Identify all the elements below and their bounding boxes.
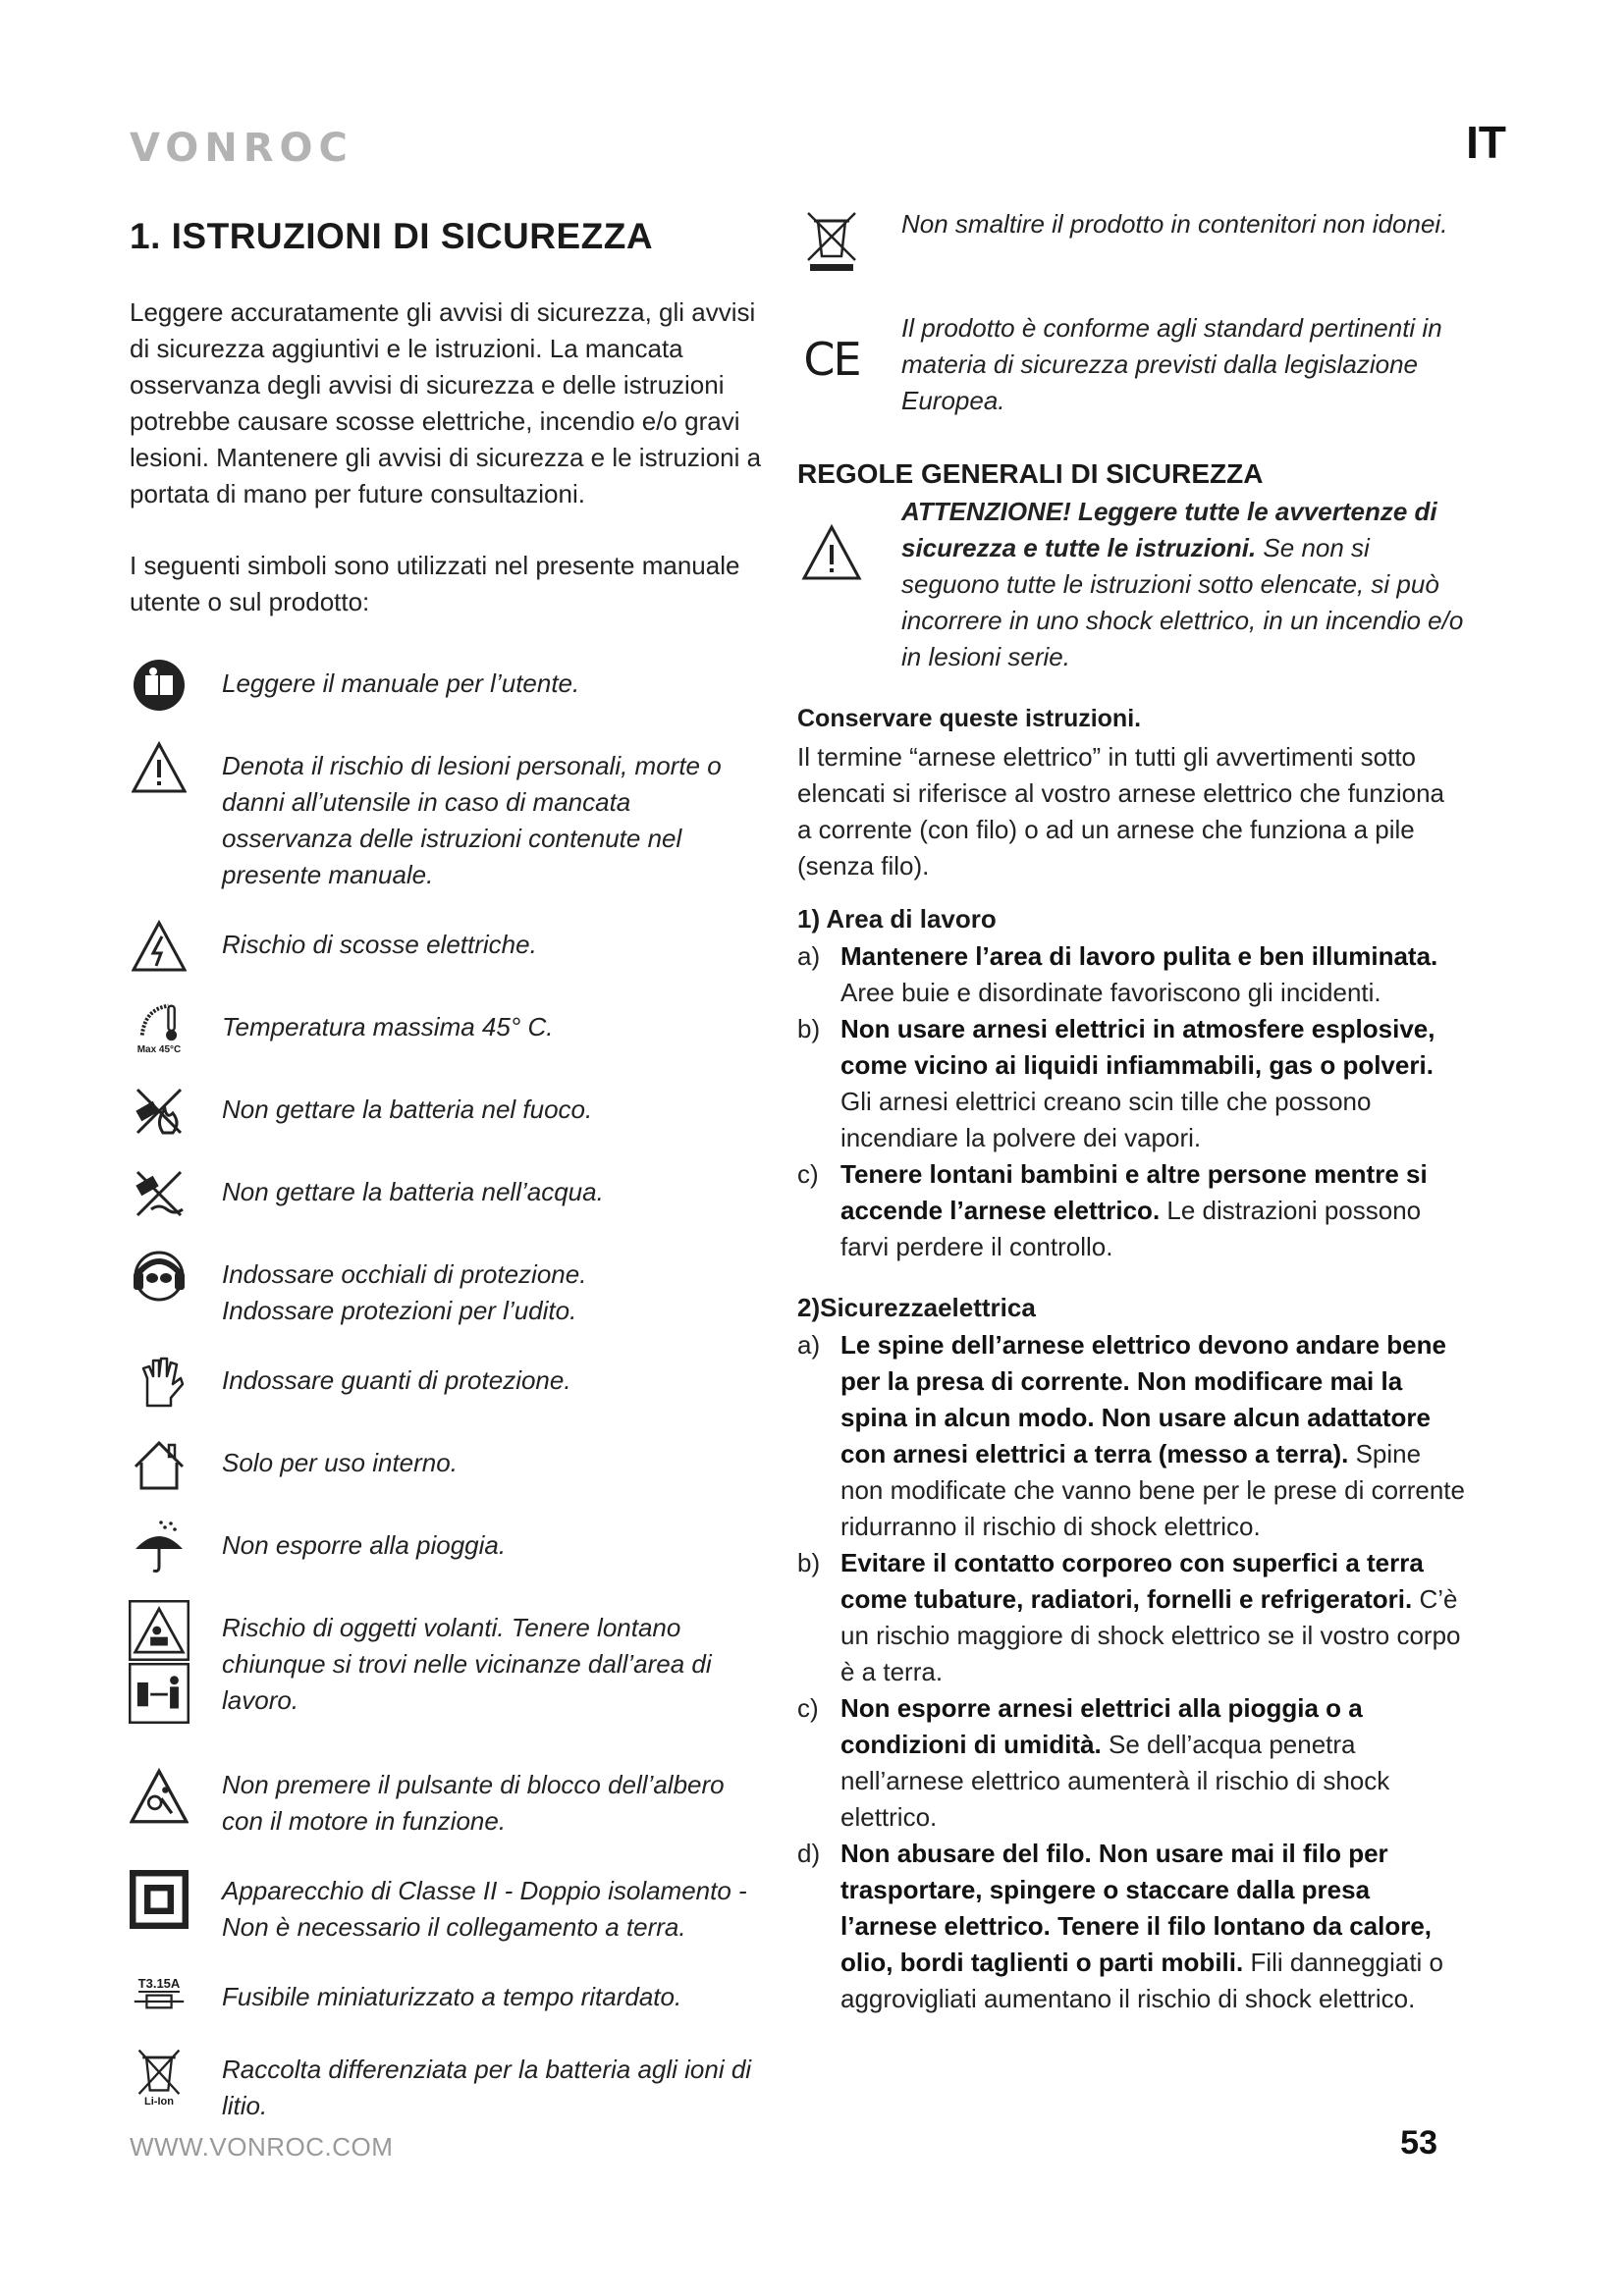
right-column (797, 206, 1465, 2017)
symbol-text: Solo per uso interno. (222, 1448, 458, 1477)
warning-rest: Se non si seguono tutte le istruzioni sotto elencate, si può incorrere in uno shock elettrico, in un incendio e/o in lesioni serie. (901, 533, 1464, 671)
li-ion-icon-label: Li-Ion (144, 2096, 174, 2108)
symbol-row (130, 656, 768, 715)
symbol-row (130, 999, 768, 1058)
symbol-text: Non premere il pulsante di blocco dell’albero con il motore in funzione. (222, 1770, 725, 1836)
flying-objects-icon (130, 1600, 189, 1728)
list-item (797, 1690, 1465, 1836)
warning-icon (130, 738, 189, 797)
footer-url[interactable]: WWW.VONROC.COM (130, 2132, 394, 2162)
list-letter: a) (797, 941, 821, 971)
symbol-row (130, 2042, 768, 2124)
list-bold: Mantenere l’area di lavoro pulita e ben illuminata. (840, 941, 1438, 971)
list-rest: Se dell’acqua penetra nell’arnese elettrico aumenterà il rischio di shock elettrico. (840, 1730, 1390, 1832)
bin-text: Non smaltire il prodotto in contenitori non idonei. (901, 209, 1448, 239)
list-item (797, 938, 1465, 1011)
house-icon (130, 1435, 189, 1494)
list-item (797, 1156, 1465, 1265)
section-title: 1. ISTRUZIONI DI SICUREZZA (130, 216, 654, 256)
shock-icon (130, 917, 189, 976)
list-item (797, 1545, 1465, 1690)
warning-icon (797, 494, 866, 612)
fuse-icon-label: T3.15A (137, 1976, 181, 1991)
manual-icon (130, 656, 189, 715)
goggles-earmuffs-icon (130, 1247, 189, 1306)
symbol-row (130, 738, 768, 893)
list-rest: C’è un rischio maggiore di shock elettrico se il vostro corpo è a terra. (840, 1584, 1461, 1686)
no-water-icon (130, 1164, 189, 1223)
symbol-row (130, 1164, 768, 1223)
symbol-row (130, 1435, 768, 1494)
list-item (797, 1327, 1465, 1545)
list-letter: c) (797, 1693, 819, 1723)
general-rules-heading: REGOLE GENERALI DI SICUREZZA (797, 458, 1264, 489)
symbol-text: Denota il rischio di lesioni personali, morte o danni all’utensile in caso di mancata osservanza delle istruzioni contenute nel presente manuale. (222, 751, 722, 889)
left-column (130, 206, 768, 2148)
list-bold: Evitare il contatto corporeo con superfici a terra come tubature, radiatori, fornelli e refrigeratori. (840, 1548, 1424, 1614)
list-letter: c) (797, 1159, 819, 1189)
symbol-text: Indossare guanti di protezione. (222, 1365, 571, 1395)
symbols-intro: I seguenti simboli sono utilizzati nel presente manuale utente o sul prodotto: (130, 551, 740, 616)
list-letter: a) (797, 1330, 821, 1360)
ce-mark-label: CE (803, 333, 860, 386)
symbol-text: Fusibile miniaturizzato a tempo ritardato. (222, 1982, 682, 2011)
electrical-safety-heading: 2)Sicurezzaelettrica (797, 1293, 1036, 1322)
ce-mark-icon (797, 310, 866, 408)
gloves-icon (130, 1353, 189, 1412)
list-rest: Aree buie e disordinate favoriscono gli incidenti. (840, 978, 1381, 1007)
list-bold: Tenere lontani bambini e altre persone mentre si accende l’arnese elettrico. (840, 1159, 1428, 1225)
list-letter: b) (797, 1548, 821, 1577)
symbol-text: Non gettare la batteria nel fuoco. (222, 1095, 593, 1124)
keep-instructions-paragraph: Il termine “arnese elettrico” in tutti gli avvertimenti sotto elencati si riferisce al vostro arnese elettrico che funziona a corrente (con filo) o ad un arnese che funziona a pile (senza filo). (797, 742, 1444, 881)
warning-text (901, 494, 1465, 675)
brand-logo: VONROC (130, 126, 353, 171)
fuse-icon (130, 1969, 189, 2018)
language-code: IT (1466, 117, 1506, 168)
keep-instructions-heading: Conservare queste istruzioni. (797, 705, 1142, 732)
list-item (797, 1836, 1465, 2017)
crossed-bin-icon (797, 206, 866, 275)
symbol-row (130, 1082, 768, 1141)
umbrella-icon (130, 1518, 189, 1576)
symbol-text: Apparecchio di Classe II - Doppio isolamento - Non è necessario il collegamento a terra. (222, 1876, 747, 1942)
list-item (797, 1011, 1465, 1156)
intro-paragraph: Leggere accuratamente gli avvisi di sicurezza, gli avvisi di sicurezza aggiuntivi e le istruzioni. La mancata osservanza degli avvisi di sicurezza e delle istruzioni potrebbe causare scosse elettriche, incendio e/o gravi lesioni. Mantenere gli avvisi di sicurezza e le istruzioni a portata di mano per future consultazioni. (130, 297, 762, 508)
ce-text: Il prodotto è conforme agli standard pertinenti in materia di sicurezza previsti dalla legislazione Europea. (901, 313, 1442, 415)
spindle-lock-icon (130, 1757, 189, 1836)
list-rest: Le distrazioni possono farvi perdere il controllo. (840, 1196, 1422, 1261)
symbol-row (130, 1600, 768, 1728)
symbol-text: Indossare occhiali di protezione. (222, 1259, 587, 1289)
temperature-icon-label: Max 45°C (136, 1044, 182, 1055)
symbol-row (130, 1757, 768, 1840)
keep-distance-icon (129, 1663, 189, 1724)
symbol-row (797, 206, 1465, 275)
list-bold: Non abusare del filo. Non usare mai il filo per trasportare, spingere o staccare dalla presa l’arnese elettrico. Tenere il filo lontano da calore, olio, bordi taglienti o parti mobili. (840, 1839, 1433, 1977)
temperature-icon (130, 999, 189, 1058)
symbol-row (130, 1863, 768, 1946)
symbol-text: Non gettare la batteria nell’acqua. (222, 1177, 604, 1206)
warning-block (797, 494, 1465, 675)
li-ion-bin-icon (130, 2042, 189, 2110)
work-area-heading: 1) Area di lavoro (797, 904, 997, 934)
warning-bold: ATTENZIONE! Leggere tutte le avvertenze di sicurezza e tutte le istruzioni. (901, 497, 1437, 562)
symbol-row (130, 917, 768, 976)
symbol-text: Leggere il manuale per l’utente. (222, 668, 580, 698)
symbol-row (797, 310, 1465, 419)
symbol-row (130, 1247, 768, 1329)
no-fire-icon (130, 1082, 189, 1141)
page-number: 53 (1400, 2124, 1437, 2162)
symbol-row (130, 1353, 768, 1412)
list-rest: Fili danneggiati o aggrovigliati aumentano il rischio di shock elettrico. (840, 1948, 1444, 2013)
list-bold: Non esporre arnesi elettrici alla pioggia o a condizioni di umidità. (840, 1693, 1363, 1759)
list-letter: d) (797, 1839, 821, 1868)
symbol-text: Indossare protezioni per l’udito. (222, 1296, 577, 1325)
double-insulation-icon (130, 1863, 189, 1936)
symbol-text: Non esporre alla pioggia. (222, 1530, 507, 1560)
list-rest: Gli arnesi elettrici creano scin tille che possono incendiare la polvere dei vapori. (840, 1087, 1372, 1152)
list-bold: Non usare arnesi elettrici in atmosfere esplosive, come vicino ai liquidi infiammabili, gas o polveri. (840, 1014, 1435, 1080)
symbol-row (130, 1518, 768, 1576)
list-letter: b) (797, 1014, 821, 1043)
list-rest: Spine non modificate che vanno bene per le prese di corrente ridurranno il rischio di shock elettrico. (840, 1439, 1465, 1541)
symbol-text: Rischio di oggetti volanti. Tenere lontano chiunque si trovi nelle vicinanze dall’area di lavoro. (222, 1613, 712, 1715)
symbol-row (130, 1969, 768, 2018)
list-bold: Le spine dell’arnese elettrico devono andare bene per la presa di corrente. Non modificare mai la spina in alcun modo. Non usare alcun adattatore con arnesi elettrici a terra (messo a terra). (840, 1330, 1446, 1468)
symbol-text: Raccolta differenziata per la batteria agli ioni di litio. (222, 2055, 752, 2120)
symbol-text: Temperatura massima 45° C. (222, 1012, 554, 1041)
symbol-text: Rischio di scosse elettriche. (222, 930, 537, 959)
